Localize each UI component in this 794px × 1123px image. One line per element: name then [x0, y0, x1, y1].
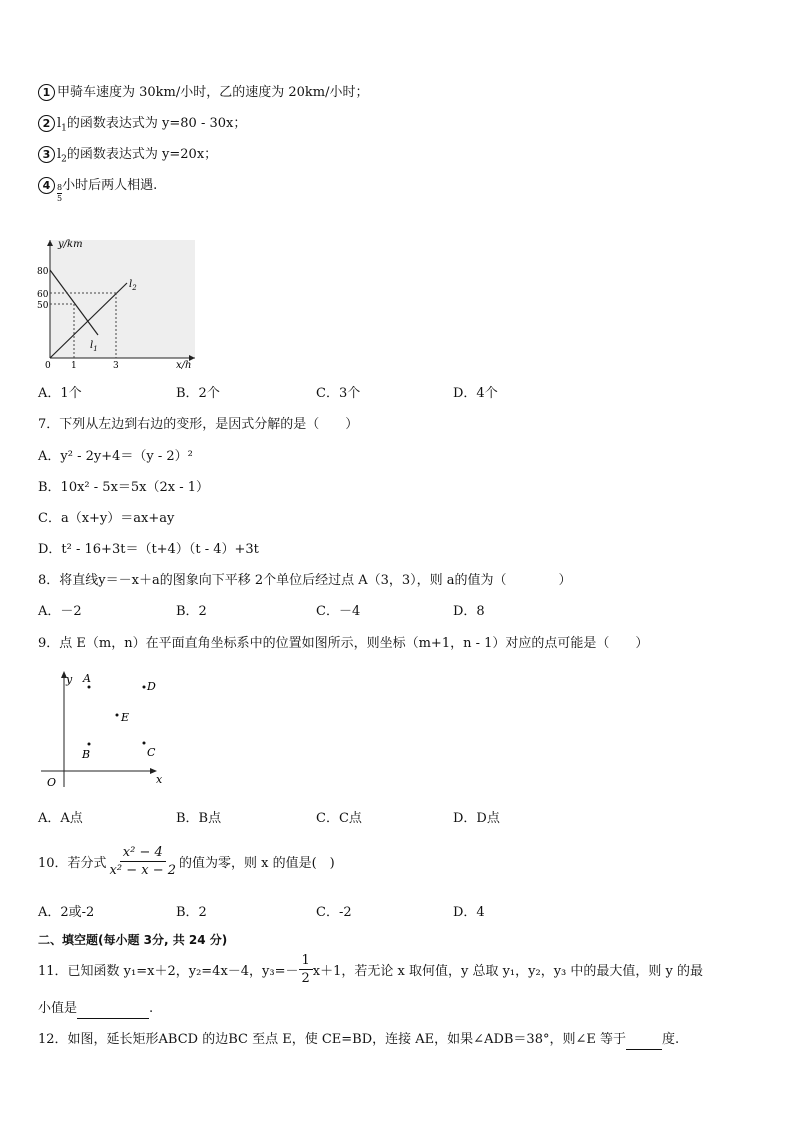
circled-number-4: 4 — [38, 177, 55, 194]
x-axis-label: x/h — [176, 360, 192, 371]
q10-option-c[interactable]: C．-2 — [316, 905, 352, 920]
x-tick-3: 3 — [113, 361, 119, 371]
q7-option-a[interactable]: A．y² - 2y+4＝（y - 2）² — [38, 449, 193, 464]
point-d — [143, 686, 146, 689]
q8-option-b[interactable]: B．2 — [176, 604, 207, 619]
q9-option-d[interactable]: D．D点 — [453, 811, 500, 826]
statement-2: 2 $l_1$的函数表达式为 y=80 - 30x； — [38, 115, 246, 138]
distance-time-graph — [30, 235, 200, 373]
x-tick-1: 1 — [71, 361, 77, 371]
q11-stem: 11．已知函数 y₁=x＋2，y₂=4x－4，y₃=－ $\frac{1}{2}$ x＋1，若无论 x 取何值，y 总取 y₁，y₂，y₃ 中的最大值，则 y 的最 — [38, 953, 703, 986]
statement-4: 4 $\frac{8}{5}$ 小时后两人相遇. — [38, 177, 157, 204]
statement-3: 3 $l_2$的函数表达式为 y=20x； — [38, 146, 217, 169]
q6-option-a[interactable]: A．1个 — [38, 386, 82, 401]
y-axis-label: y/km — [58, 239, 83, 250]
q7-stem: 7．下列从左边到右边的变形，是因式分解的是（ ） — [38, 417, 359, 432]
label-l1: $l_1$ — [90, 340, 98, 353]
fraction-8-5: $\frac{8}{5}$ — [57, 183, 63, 203]
x-axis-label: x — [156, 773, 163, 786]
circled-number-1: 1 — [38, 84, 55, 101]
x-tick-0: 0 — [45, 361, 51, 371]
q6-option-d[interactable]: D．4个 — [453, 386, 498, 401]
q9-option-b[interactable]: B．B点 — [176, 811, 222, 826]
y-tick-80: 80 — [37, 267, 49, 277]
q8-option-d[interactable]: D．8 — [453, 604, 485, 619]
q8-stem: 8．将直线y＝－x＋a的图象向下平移 2个单位后经过点 A（3，3），则 a的值为（ ） — [38, 573, 572, 588]
section-2-heading: 二、填空题(每小题 3分, 共 24 分) — [38, 933, 228, 947]
q11-fraction: $\frac{1}{2}$ — [299, 952, 313, 987]
q10-option-a[interactable]: A．2或-2 — [38, 905, 95, 920]
q7-option-b[interactable]: B．10x² - 5x＝5x（2x - 1） — [38, 480, 210, 495]
statement-1: 1 甲骑车速度为 30km/小时，乙的速度为 20km/小时； — [38, 84, 369, 102]
q12-stem: 12．如图，延长矩形ABCD 的边BC 至点 E，使 CE=BD，连接 AE，如果∠ADB＝38°，则∠E 等于 度. — [38, 1031, 679, 1050]
y-tick-60: 60 — [37, 290, 49, 300]
q10-option-d[interactable]: D．4 — [453, 905, 485, 920]
q9-option-c[interactable]: C．C点 — [316, 811, 362, 826]
q6-option-c[interactable]: C．3个 — [316, 386, 361, 401]
q6-option-b[interactable]: B．2个 — [176, 386, 220, 401]
point-d-label: D — [147, 680, 156, 693]
point-a-label: A — [83, 672, 91, 685]
label-l2: $l_2$ — [129, 279, 137, 292]
q12-answer-blank[interactable] — [626, 1031, 662, 1050]
q8-option-c[interactable]: C．－4 — [316, 604, 361, 619]
circled-number-2: 2 — [38, 115, 55, 132]
y-axis-label: y — [66, 673, 73, 686]
point-b — [88, 743, 91, 746]
q7-option-c[interactable]: C．a（x+y）＝ax+ay — [38, 511, 175, 526]
point-a — [88, 686, 91, 689]
q9-stem: 9．点 E（m，n）在平面直角坐标系中的位置如图所示，则坐标（m+1，n - 1）对应的点可能是（ ） — [38, 636, 649, 651]
q9-option-a[interactable]: A．A点 — [38, 811, 83, 826]
q10-option-b[interactable]: B．2 — [176, 905, 207, 920]
q10-fraction: $\frac{\text{x² − 4}}{\text{x² − x − 2}}$ — [109, 845, 177, 878]
q7-option-d[interactable]: D．t² - 16+3t＝（t+4）（t - 4）+3t — [38, 542, 259, 557]
q11-line2: 小值是 . — [38, 1000, 153, 1019]
coordinate-plane-graph — [36, 667, 176, 792]
circled-number-3: 3 — [38, 146, 55, 163]
point-c — [143, 742, 146, 745]
point-c-label: C — [147, 746, 156, 759]
point-b-label: B — [82, 748, 91, 761]
point-e-label: E — [121, 711, 130, 724]
y-tick-50: 50 — [37, 301, 49, 311]
q8-option-a[interactable]: A．－2 — [38, 604, 82, 619]
q10-stem: 10．若分式 $\frac{\text{x² − 4}}{\text{x² − x − 2}}$ 的值为零，则 x 的值是( ) — [38, 845, 335, 878]
point-e — [116, 714, 119, 717]
origin-label: O — [47, 776, 57, 789]
q11-answer-blank[interactable] — [77, 1000, 149, 1019]
